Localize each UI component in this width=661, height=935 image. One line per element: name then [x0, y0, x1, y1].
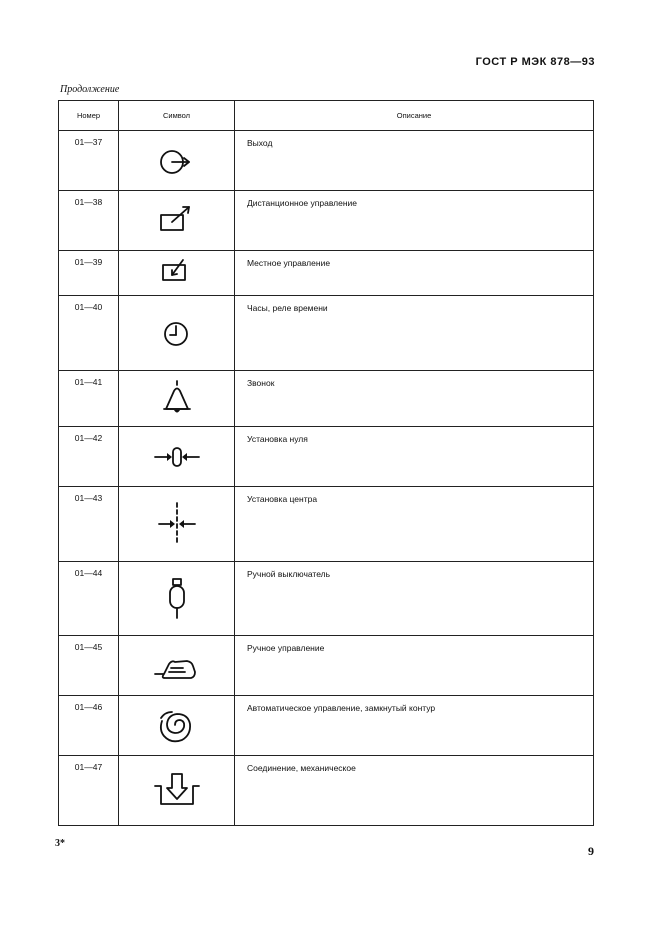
column-header-number: Номер [59, 101, 119, 131]
manual-switch-icon [147, 574, 207, 624]
table-row [59, 131, 594, 191]
sheet-mark: 3* [55, 838, 65, 849]
hand-control-icon [147, 646, 207, 686]
table-row [59, 756, 594, 826]
row-number: 01—42 [59, 427, 119, 487]
row-description: Ручное управление [235, 636, 594, 696]
mechanical-connection-icon [147, 766, 207, 816]
row-number: 01—40 [59, 296, 119, 371]
continuation-label: Продолжение [60, 84, 120, 95]
table-header-row [59, 101, 594, 131]
symbols-table [58, 100, 594, 826]
bell-icon [147, 377, 207, 421]
table-row [59, 487, 594, 562]
row-number: 01—41 [59, 371, 119, 427]
row-description: Автоматическое управление, замкнутый контур [235, 696, 594, 756]
automatic-control-closed-loop-icon [147, 704, 207, 748]
table-row [59, 427, 594, 487]
center-setting-icon [147, 499, 207, 549]
row-description: Установка центра [235, 487, 594, 562]
row-number: 01—38 [59, 191, 119, 251]
row-number: 01—47 [59, 756, 119, 826]
row-description: Звонок [235, 371, 594, 427]
row-number: 01—45 [59, 636, 119, 696]
row-description: Ручной выключатель [235, 562, 594, 636]
row-description: Установка нуля [235, 427, 594, 487]
clock-timer-relay-icon [147, 313, 207, 353]
table-row [59, 636, 594, 696]
row-description: Местное управление [235, 251, 594, 296]
table-row [59, 251, 594, 296]
row-description: Соединение, механическое [235, 756, 594, 826]
row-number: 01—43 [59, 487, 119, 562]
row-description: Дистанционное управление [235, 191, 594, 251]
remote-control-icon [147, 201, 207, 241]
table-row [59, 562, 594, 636]
exit-icon [147, 141, 207, 181]
row-number: 01—46 [59, 696, 119, 756]
table-row [59, 191, 594, 251]
row-description: Выход [235, 131, 594, 191]
row-description: Часы, реле времени [235, 296, 594, 371]
table-row [59, 371, 594, 427]
column-header-description: Описание [235, 101, 594, 131]
row-number: 01—44 [59, 562, 119, 636]
page-number: 9 [588, 844, 594, 858]
table-row [59, 696, 594, 756]
column-header-symbol: Символ [119, 101, 235, 131]
zero-setting-icon [147, 437, 207, 477]
table-row [59, 296, 594, 371]
row-number: 01—37 [59, 131, 119, 191]
document-code: ГОСТ Р МЭК 878—93 [475, 56, 595, 68]
local-control-icon [147, 256, 207, 290]
row-number: 01—39 [59, 251, 119, 296]
